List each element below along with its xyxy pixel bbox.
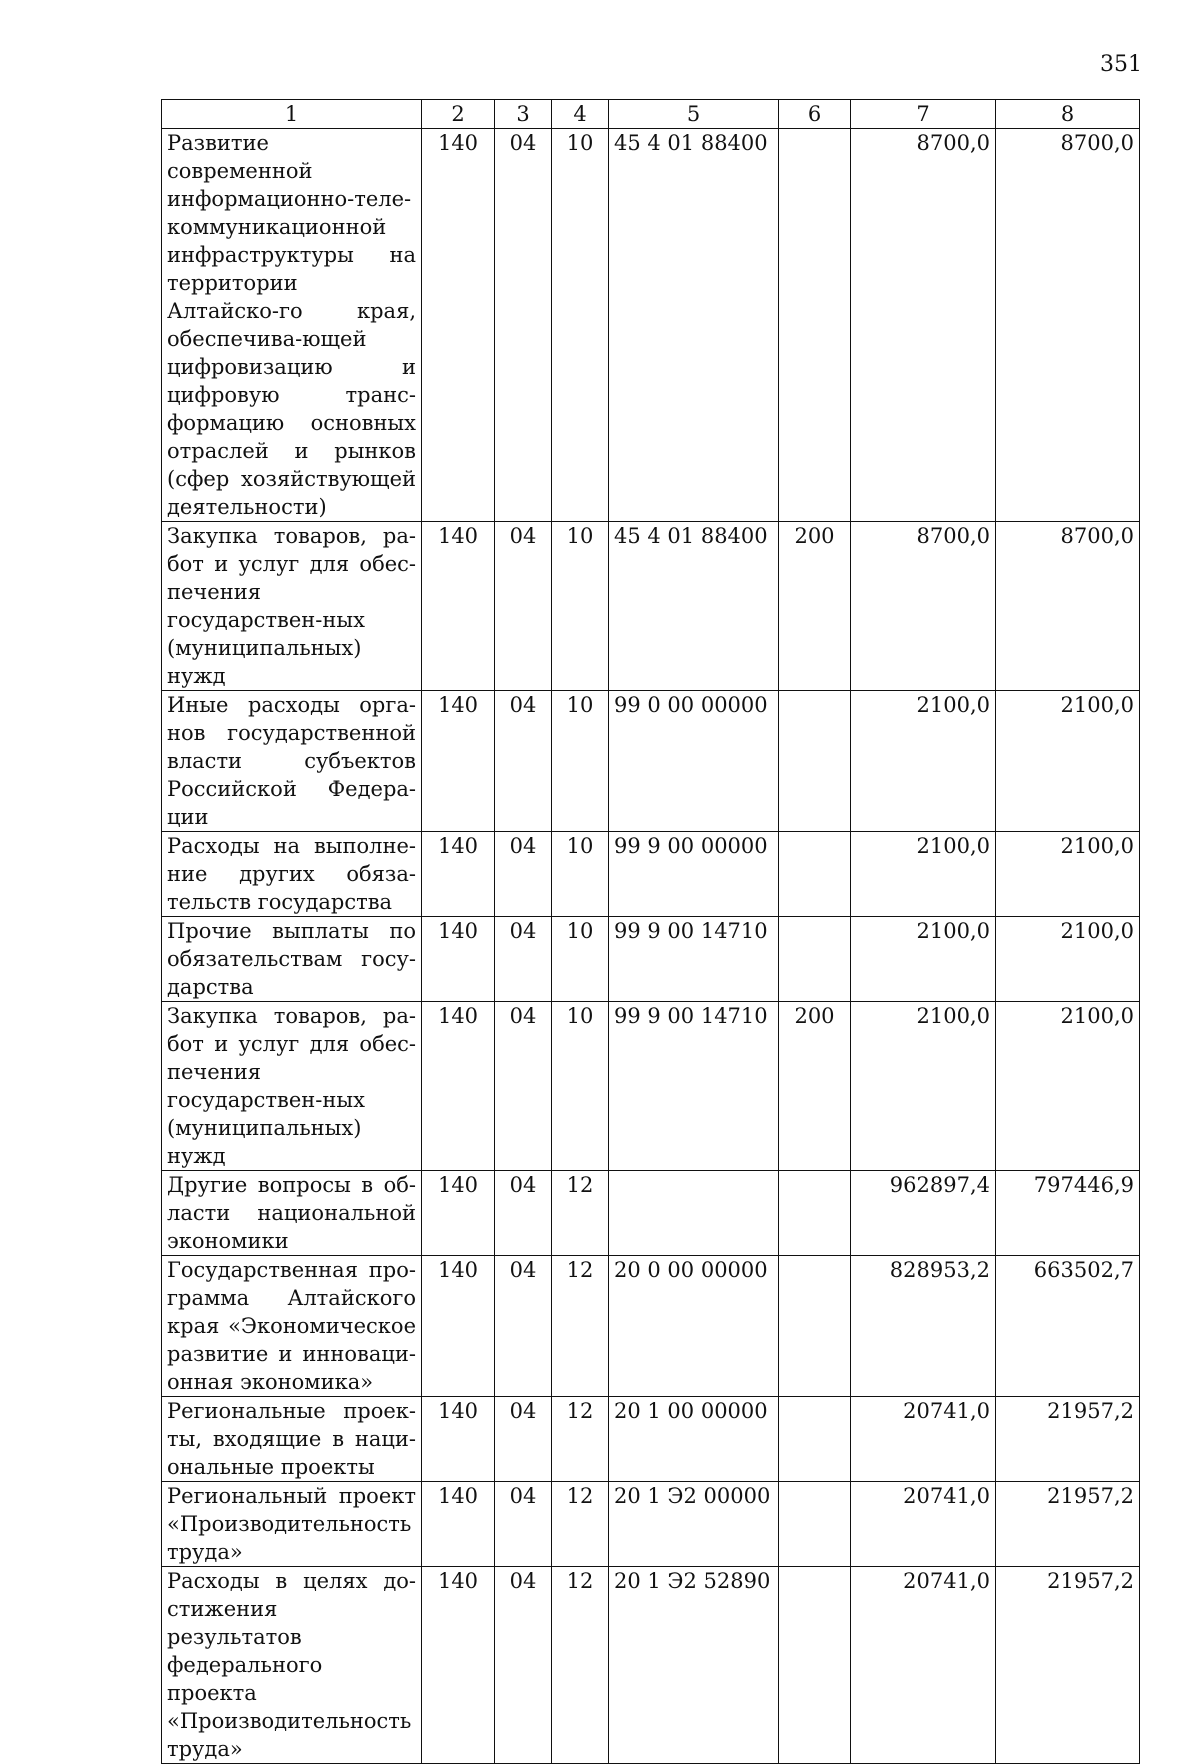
subsection-cell: 12 — [552, 1256, 609, 1397]
amount-year1-cell: 962897,4 — [851, 1171, 996, 1256]
expense-type-cell — [779, 832, 851, 917]
subsection-cell: 10 — [552, 522, 609, 691]
amount-year2-cell: 797446,9 — [996, 1171, 1140, 1256]
subsection-cell: 12 — [552, 1397, 609, 1482]
subsection-cell: 10 — [552, 691, 609, 832]
amount-year2-cell: 8700,0 — [996, 129, 1140, 522]
expense-type-cell — [779, 1482, 851, 1567]
section-cell: 04 — [495, 832, 552, 917]
expense-type-cell — [779, 917, 851, 1002]
amount-year1-cell: 828953,2 — [851, 1256, 996, 1397]
code-cell: 140 — [422, 917, 495, 1002]
code-cell: 140 — [422, 1567, 495, 1764]
expense-type-cell — [779, 1397, 851, 1482]
item-name-cell: Государственная про-грамма Алтайского края «Экономическое развитие и инноваци-онная экономика» — [162, 1256, 422, 1397]
page-number: 351 — [1100, 52, 1142, 77]
header-cell: 8 — [996, 100, 1140, 129]
header-cell: 1 — [162, 100, 422, 129]
item-name-cell: Иные расходы орга-нов государственной власти субъектов Российской Федера-ции — [162, 691, 422, 832]
subsection-cell: 10 — [552, 129, 609, 522]
amount-year1-cell: 20741,0 — [851, 1567, 996, 1764]
section-cell: 04 — [495, 691, 552, 832]
header-cell: 3 — [495, 100, 552, 129]
expense-type-cell — [779, 129, 851, 522]
subsection-cell: 10 — [552, 832, 609, 917]
item-name-cell: Закупка товаров, ра-бот и услуг для обес-печения государствен-ных (муниципальных) нужд — [162, 522, 422, 691]
table-row — [162, 1171, 1140, 1256]
header-cell: 2 — [422, 100, 495, 129]
table-row — [162, 129, 1140, 522]
subsection-cell: 10 — [552, 1002, 609, 1171]
code-cell: 140 — [422, 1002, 495, 1171]
section-cell: 04 — [495, 1567, 552, 1764]
header-cell: 6 — [779, 100, 851, 129]
code-cell: 140 — [422, 1171, 495, 1256]
table-row — [162, 1482, 1140, 1567]
target-article-cell: 20 0 00 00000 — [609, 1256, 779, 1397]
table-row — [162, 1256, 1140, 1397]
code-cell: 140 — [422, 522, 495, 691]
table-row — [162, 832, 1140, 917]
table-body — [162, 129, 1140, 1764]
section-cell: 04 — [495, 1256, 552, 1397]
target-article-cell: 20 1 Э2 00000 — [609, 1482, 779, 1567]
item-name-cell: Расходы на выполне-ние других обяза-тельств государства — [162, 832, 422, 917]
expense-type-cell — [779, 1256, 851, 1397]
section-cell: 04 — [495, 917, 552, 1002]
amount-year2-cell: 2100,0 — [996, 832, 1140, 917]
expense-type-cell — [779, 1567, 851, 1764]
code-cell: 140 — [422, 1397, 495, 1482]
header-cell: 5 — [609, 100, 779, 129]
target-article-cell: 99 0 00 00000 — [609, 691, 779, 832]
header-row — [162, 100, 1140, 129]
item-name-cell: Развитие современной информационно-теле-коммуникационной инфраструктуры на территории Алтайско-го края, обеспечива-ющей цифровизацию и цифровую транс-формацию основных отраслей и рынков (сфер хозяйствующей деятельности) — [162, 129, 422, 522]
expense-type-cell: 200 — [779, 522, 851, 691]
target-article-cell: 20 1 00 00000 — [609, 1397, 779, 1482]
item-name-cell: Региональный проект «Производительность труда» — [162, 1482, 422, 1567]
amount-year2-cell: 21957,2 — [996, 1482, 1140, 1567]
item-name-cell: Прочие выплаты по обязательствам госу-дарства — [162, 917, 422, 1002]
expense-type-cell — [779, 1171, 851, 1256]
budget-table — [161, 99, 1140, 1764]
subsection-cell: 12 — [552, 1482, 609, 1567]
section-cell: 04 — [495, 522, 552, 691]
amount-year2-cell: 21957,2 — [996, 1397, 1140, 1482]
amount-year2-cell: 8700,0 — [996, 522, 1140, 691]
item-name-cell: Расходы в целях до-стижения результатов федерального проекта «Производительность труда» — [162, 1567, 422, 1764]
item-name-cell: Региональные проек-ты, входящие в наци-ональные проекты — [162, 1397, 422, 1482]
expense-type-cell: 200 — [779, 1002, 851, 1171]
code-cell: 140 — [422, 832, 495, 917]
amount-year2-cell: 2100,0 — [996, 917, 1140, 1002]
target-article-cell: 20 1 Э2 52890 — [609, 1567, 779, 1764]
target-article-cell — [609, 1171, 779, 1256]
expense-type-cell — [779, 691, 851, 832]
amount-year1-cell: 20741,0 — [851, 1397, 996, 1482]
amount-year1-cell: 8700,0 — [851, 522, 996, 691]
table-row — [162, 917, 1140, 1002]
amount-year1-cell: 2100,0 — [851, 917, 996, 1002]
target-article-cell: 99 9 00 00000 — [609, 832, 779, 917]
table-row — [162, 1002, 1140, 1171]
amount-year1-cell: 8700,0 — [851, 129, 996, 522]
table-row — [162, 691, 1140, 832]
code-cell: 140 — [422, 1256, 495, 1397]
amount-year2-cell: 663502,7 — [996, 1256, 1140, 1397]
target-article-cell: 99 9 00 14710 — [609, 1002, 779, 1171]
subsection-cell: 12 — [552, 1567, 609, 1764]
target-article-cell: 45 4 01 88400 — [609, 129, 779, 522]
table-row — [162, 1397, 1140, 1482]
amount-year2-cell: 2100,0 — [996, 1002, 1140, 1171]
header-cell: 7 — [851, 100, 996, 129]
section-cell: 04 — [495, 1002, 552, 1171]
target-article-cell: 45 4 01 88400 — [609, 522, 779, 691]
code-cell: 140 — [422, 691, 495, 832]
section-cell: 04 — [495, 1482, 552, 1567]
header-cell: 4 — [552, 100, 609, 129]
amount-year1-cell: 20741,0 — [851, 1482, 996, 1567]
code-cell: 140 — [422, 1482, 495, 1567]
section-cell: 04 — [495, 129, 552, 522]
section-cell: 04 — [495, 1171, 552, 1256]
item-name-cell: Другие вопросы в об-ласти национальной экономики — [162, 1171, 422, 1256]
subsection-cell: 12 — [552, 1171, 609, 1256]
section-cell: 04 — [495, 1397, 552, 1482]
amount-year2-cell: 21957,2 — [996, 1567, 1140, 1764]
item-name-cell: Закупка товаров, ра-бот и услуг для обес-печения государствен-ных (муниципальных) нужд — [162, 1002, 422, 1171]
amount-year1-cell: 2100,0 — [851, 691, 996, 832]
table-row — [162, 1567, 1140, 1764]
amount-year2-cell: 2100,0 — [996, 691, 1140, 832]
target-article-cell: 99 9 00 14710 — [609, 917, 779, 1002]
subsection-cell: 10 — [552, 917, 609, 1002]
code-cell: 140 — [422, 129, 495, 522]
table-row — [162, 522, 1140, 691]
amount-year1-cell: 2100,0 — [851, 1002, 996, 1171]
amount-year1-cell: 2100,0 — [851, 832, 996, 917]
